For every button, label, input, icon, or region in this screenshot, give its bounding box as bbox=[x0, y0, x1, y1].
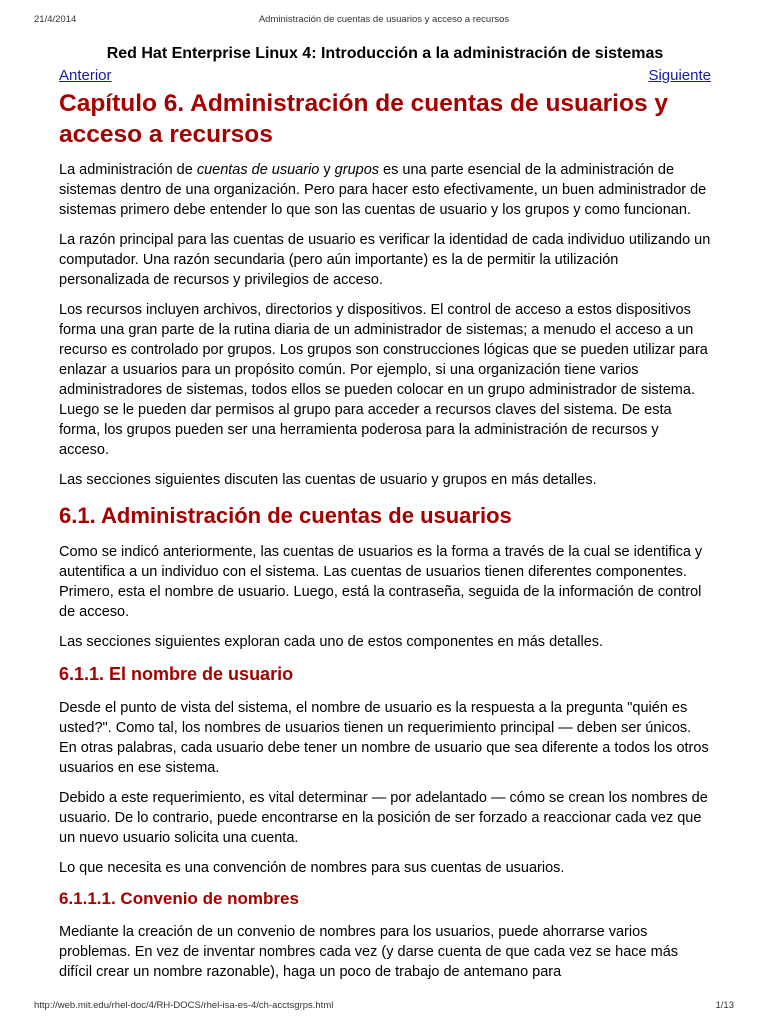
intro-p1-text-c: es una parte esencial de la administración de sistemas dentro de una organización. Pero para hacer esto efectivamente, un buen administrador de sistemas primero debe entender lo que son las cuentas de usuario y los grupos y como funcionan. bbox=[59, 162, 707, 218]
section-6-1-paragraph-2: Las secciones siguientes exploran cada uno de estos componentes en más detalles. bbox=[59, 634, 604, 650]
intro-p1-emphasis-accounts: cuentas de usuario bbox=[196, 162, 320, 178]
intro-p1-text-a: La administración de bbox=[59, 162, 197, 178]
print-footer bbox=[34, 1000, 734, 1016]
section-6-1-1-paragraph-3: Lo que necesita es una convención de nombres para sus cuentas de usuarios. bbox=[59, 860, 565, 876]
intro-p1-emphasis-groups: grupos bbox=[334, 162, 380, 178]
intro-paragraph-3: Los recursos incluyen archivos, directorios y dispositivos. El control de acceso a estos dispositivos forma una gran parte de la rutina diaria de un administrador de sistemas; a menudo el acceso a un recurso es controlado por grupos. Los grupos son construcciones lógicas que se pueden utilizar para enlazar a usuarios para un propósito común. Por ejemplo, si una organización tiene varios administradores de sistemas, todos ellos se pueden colocar en un grupo administrador de sistema. Luego se le pueden dar permisos al grupo para acceder a recursos claves del sistema. De esta forma, los grupos pueden ser una herramienta poderosa para la administración de recursos y acceso. bbox=[59, 302, 708, 458]
intro-paragraph-4: Las secciones siguientes discuten las cuentas de usuario y grupos en más detalles. bbox=[59, 472, 597, 488]
section-6-1-paragraph-1: Como se indicó anteriormente, las cuentas de usuarios es la forma a través de la cual se identifica y autentifica a un individuo con el sistema. Las cuentas de usuarios tienen diferentes componentes. Primero, esta el nombre de usuario. Luego, está la contraseña, seguida de la información de control de acceso. bbox=[59, 544, 703, 620]
document-content bbox=[59, 40, 711, 992]
intro-p1-text-b: y bbox=[319, 162, 335, 178]
print-date: 21/4/2014 bbox=[34, 14, 77, 25]
print-url: http://web.mit.edu/rhel-doc/4/RH-DOCS/rhel-isa-es-4/ch-acctsgrps.html bbox=[34, 1000, 334, 1011]
intro-paragraph-2: La razón principal para las cuentas de usuario es verificar la identidad de cada individuo utilizando un computador. Una razón secundaria (pero aún importante) es la de permitir la utilización personalizada de recursos y privilegios de acceso. bbox=[59, 232, 711, 288]
print-page-title: Administración de cuentas de usuarios y acceso a recursos bbox=[258, 14, 510, 25]
section-6-1-1-title: 6.1.1. El nombre de usuario bbox=[59, 664, 294, 684]
prev-link[interactable]: Anterior bbox=[59, 67, 112, 84]
section-6-1-1-paragraph-1: Desde el punto de vista del sistema, el nombre de usuario es la respuesta a la pregunta "quién es usted?". Como tal, los nombres de usuarios tienen un requerimiento principal — deben ser únicos. En otras palabras, cada usuario debe tener un nombre de usuario que sea diferente a todos los otros usuarios en ese sistema. bbox=[59, 700, 709, 776]
intro-paragraph-1 bbox=[59, 160, 711, 220]
book-title: Red Hat Enterprise Linux 4: Introducción a la administración de sistemas bbox=[106, 45, 664, 62]
chapter-title: Capítulo 6. Administración de cuentas de usuarios y acceso a recursos bbox=[59, 90, 669, 148]
section-6-1-1-paragraph-2: Debido a este requerimiento, es vital determinar — por adelantado — cómo se crean los nombres de usuario. De lo contrario, puede encontrarse en la posición de ser forzado a reaccionar cada vez que un nuevo usuario solicita una cuenta. bbox=[59, 790, 708, 846]
section-6-1-title: 6.1. Administración de cuentas de usuarios bbox=[59, 503, 512, 528]
navigation-bar bbox=[59, 66, 711, 86]
print-header bbox=[34, 14, 734, 30]
next-link[interactable]: Siguiente bbox=[648, 67, 711, 84]
section-6-1-1-1-paragraph-1: Mediante la creación de un convenio de nombres para los usuarios, puede ahorrarse varios problemas. En vez de inventar nombres cada vez (y darse cuenta de que cada vez se hace más difícil crear un nombre razonable), haga un poco de trabajo de antemano para bbox=[59, 924, 679, 980]
page-number: 1/13 bbox=[715, 1000, 734, 1011]
section-6-1-1-1-title: 6.1.1.1. Convenio de nombres bbox=[59, 889, 299, 908]
